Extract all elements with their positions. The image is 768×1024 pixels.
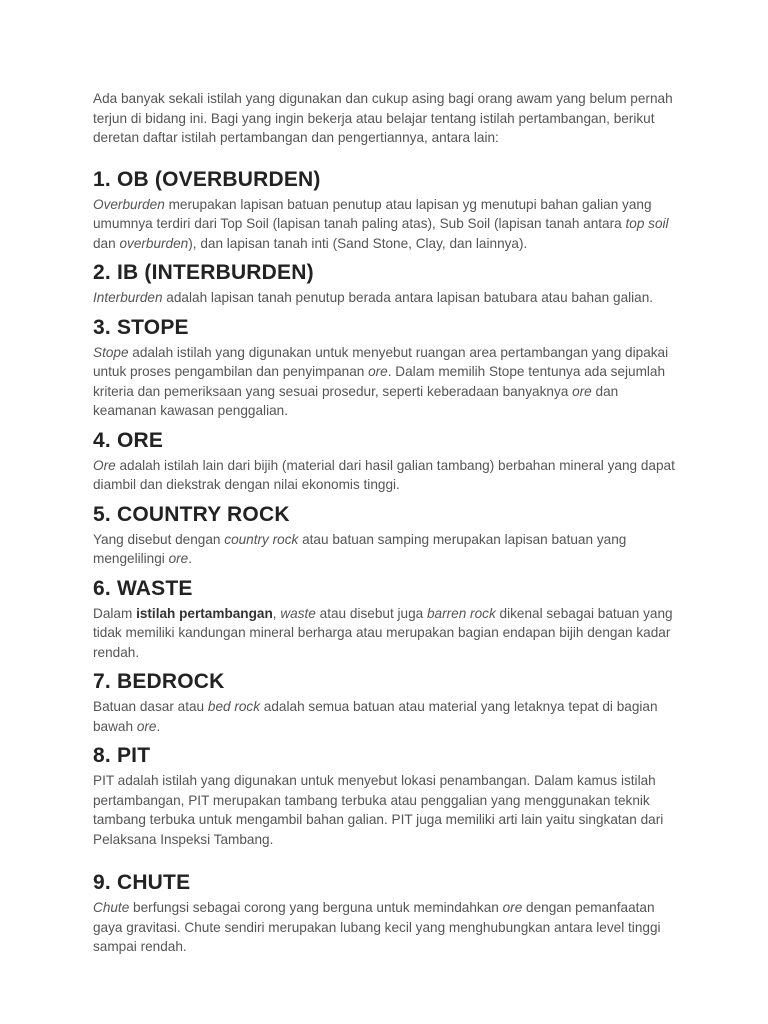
term-definition [93,898,685,957]
intro-paragraph: Ada banyak sekali istilah yang digunakan dan cukup asing bagi orang awam yang belum pernah terjun di bidang ini. Bagi yang ingin bekerja atau belajar tentang istilah pertambangan, berikut deretan daftar istilah pertambangan dan pengertiannya, antara lain: [93,91,673,145]
definition-text-run: . [188,551,192,566]
definition-text-run: merupakan lapisan batuan penutup atau lapisan yg menutupi bahan galian yang umumnya terdiri dari Top Soil (lapisan tanah paling atas), Sub Soil (lapisan tanah antara [93,196,652,231]
definition-text-run: berfungsi sebagai corong yang berguna untuk memindahkan [129,900,503,915]
term-title: 9. CHUTE [93,871,191,894]
term-title: 5. COUNTRY ROCK [93,502,290,526]
definition-text-run: ore [136,718,157,734]
term-item [93,849,685,957]
term-definition [93,456,685,495]
definition-text-run: adalah semua batuan atau material yang letaknya tepat di bagian bawah [93,699,658,734]
term-item [93,662,685,736]
definition-text-run: dikenal sebagai batuan yang tidak memiliki kandungan mineral berharga atau merupakan bagian endapan bijih dengan kadar rendah. [93,605,673,660]
term-item [93,253,685,308]
definition-text-run: dan [93,235,120,251]
term-title: 2. IB (INTERBURDEN) [93,261,314,284]
definition-text-run: dan keamanan kawasan penggalian. [93,383,619,418]
term-title: 1. OB (OVERBURDEN) [93,167,321,191]
definition-text-run: ore [572,383,592,399]
definition-text-run: atau disebut juga [315,605,427,621]
definition-text-run: adalah lapisan tanah penutup berada antara lapisan batubara atau bahan galian. [162,290,654,305]
definition-text-run: Interburden [93,290,163,305]
term-definition [93,771,685,849]
definition-text-run: atau batuan samping merupakan lapisan batuan yang mengelilingi [93,531,627,566]
term-item [93,308,685,421]
term-title: 3. STOPE [93,315,189,339]
definition-text-run: ore [502,900,523,915]
definition-text-run: dengan pemanfaatan gaya gravitasi. Chute sendiri merupakan lubang kecil yang menghubungkan antara level tinggi sampai rendah. [93,900,661,954]
definition-text-run: ore [368,364,388,379]
term-definition [93,697,685,736]
document-page [93,89,685,957]
term-title: 8. PIT [93,744,151,767]
definition-text-run: ), dan lapisan tanah inti (Sand Stone, Clay, dan lainnya). [188,235,528,251]
definition-text-run: istilah pertambangan [136,605,273,621]
term-definition [93,530,685,569]
terms-list [93,148,685,957]
definition-text-run: country rock [224,531,299,547]
definition-text-run: ore [168,551,189,566]
definition-text-run: . [156,718,161,734]
term-item [93,569,685,663]
term-title: 4. ORE [93,428,164,452]
definition-text-run: Ore [93,457,116,473]
definition-text-run: bed rock [207,699,261,714]
definition-text-run: . Dalam memilih Stope tentunya ada sejumlah kriteria dan pemeriksaan yang sesuai prosedur, seperti keberadaan banyaknya [93,364,666,399]
definition-text-run: Yang disebut dengan [93,531,225,547]
term-title: 7. BEDROCK [93,670,225,693]
term-definition [93,604,685,663]
definition-text-run: Batuan dasar atau [93,699,208,714]
term-item [93,495,685,569]
definition-text-run: top soil [625,216,669,231]
term-definition [93,288,685,308]
definition-text-run: Stope [93,344,129,360]
term-definition [93,195,685,254]
definition-text-run: Overburden [93,196,165,212]
definition-text-run: overburden [119,235,189,251]
definition-text-run: adalah istilah yang digunakan untuk menyebut ruangan area pertambangan yang dipakai untuk proses pengambilan dan penyimpanan [93,344,669,379]
definition-text-run: adalah istilah lain dari bijih (material dari hasil galian tambang) berbahan mineral yang dapat diambil dan diekstrak dengan nilai ekonomis tinggi. [93,457,675,492]
definition-text-run: waste [280,605,316,621]
definition-text-run: barren rock [426,605,496,621]
term-item [93,148,685,254]
term-item [93,421,685,495]
term-title: 6. WASTE [93,576,193,600]
definition-text-run: Chute [93,900,130,915]
definition-text-run: Dalam [93,605,137,621]
term-item [93,736,685,849]
definition-text-run: , [272,605,281,621]
definition-text-run: PIT adalah istilah yang digunakan untuk menyebut lokasi penambangan. Dalam kamus istilah pertambangan, PIT merupakan tambang terbuka atau penggalian yang menggunakan teknik tambang terbuka untuk mengambil bahan galian. PIT juga memiliki arti lain yaitu singkatan dari Pelaksana Inspeksi Tambang. [93,773,664,847]
term-definition [93,343,685,421]
